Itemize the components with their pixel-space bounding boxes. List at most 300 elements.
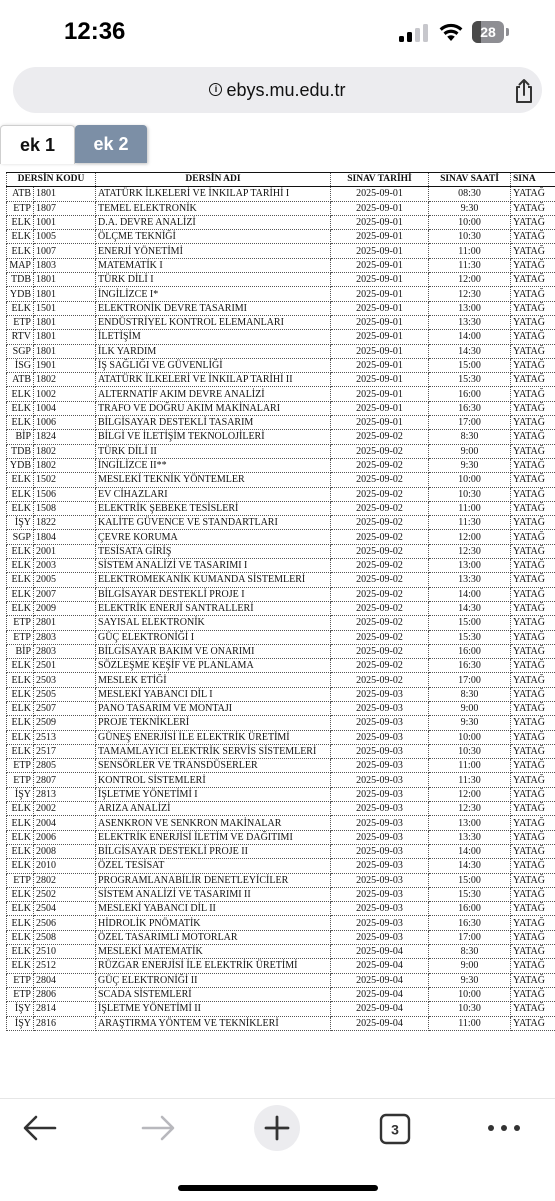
course-number-cell[interactable]: 2506 <box>34 916 96 930</box>
course-prefix-cell[interactable]: ELK <box>7 887 34 901</box>
course-number-cell[interactable]: 2803 <box>34 630 96 644</box>
exam-date-cell[interactable]: 2025-09-03 <box>331 759 429 773</box>
exam-date-cell[interactable]: 2025-09-01 <box>331 401 429 415</box>
exam-place-cell[interactable]: YATAĞ <box>511 701 555 715</box>
exam-date-cell[interactable]: 2025-09-02 <box>331 487 429 501</box>
exam-time-cell[interactable]: 11:00 <box>429 501 511 515</box>
course-prefix-cell[interactable]: ATB <box>7 373 34 387</box>
course-prefix-cell[interactable]: ELK <box>7 744 34 758</box>
exam-time-cell[interactable]: 13:00 <box>429 816 511 830</box>
exam-time-cell[interactable]: 17:00 <box>429 416 511 430</box>
course-number-cell[interactable]: 1901 <box>34 358 96 372</box>
exam-time-cell[interactable]: 13:00 <box>429 559 511 573</box>
exam-place-cell[interactable]: YATAĞ <box>511 530 555 544</box>
course-name-cell[interactable]: ÖLÇME TEKNİĞİ <box>96 230 331 244</box>
exam-date-cell[interactable]: 2025-09-03 <box>331 773 429 787</box>
course-name-cell[interactable]: BİLGİSAYAR DESTEKLİ PROJE I <box>96 587 331 601</box>
exam-time-cell[interactable]: 11:00 <box>429 759 511 773</box>
exam-place-cell[interactable]: YATAĞ <box>511 501 555 515</box>
course-number-cell[interactable]: 2801 <box>34 616 96 630</box>
exam-time-cell[interactable]: 8:30 <box>429 430 511 444</box>
exam-time-cell[interactable]: 10:30 <box>429 1002 511 1016</box>
course-prefix-cell[interactable]: RTV <box>7 330 34 344</box>
course-name-cell[interactable]: SCADA SİSTEMLERİ <box>96 987 331 1001</box>
course-prefix-cell[interactable]: ELK <box>7 230 34 244</box>
exam-date-cell[interactable]: 2025-09-02 <box>331 630 429 644</box>
course-name-cell[interactable]: ELEKTRİK ŞEBEKE TESİSLERİ <box>96 501 331 515</box>
exam-time-cell[interactable]: 9:30 <box>429 201 511 215</box>
exam-date-cell[interactable]: 2025-09-02 <box>331 501 429 515</box>
exam-place-cell[interactable]: YATAĞ <box>511 616 555 630</box>
course-name-cell[interactable]: SİSTEM ANALİZİ VE TASARIMI II <box>96 887 331 901</box>
course-name-cell[interactable]: BİLGİSAYAR DESTEKLİ TASARIM <box>96 416 331 430</box>
exam-place-cell[interactable]: YATAĞ <box>511 930 555 944</box>
exam-date-cell[interactable]: 2025-09-03 <box>331 701 429 715</box>
exam-time-cell[interactable]: 10:00 <box>429 987 511 1001</box>
course-prefix-cell[interactable]: ELK <box>7 716 34 730</box>
exam-place-cell[interactable]: YATAĞ <box>511 902 555 916</box>
exam-time-cell[interactable]: 10:30 <box>429 230 511 244</box>
course-prefix-cell[interactable]: ELK <box>7 802 34 816</box>
exam-date-cell[interactable]: 2025-09-01 <box>331 244 429 258</box>
exam-time-cell[interactable]: 17:00 <box>429 930 511 944</box>
exam-date-cell[interactable]: 2025-09-01 <box>331 387 429 401</box>
course-number-cell[interactable]: 1801 <box>34 344 96 358</box>
course-name-cell[interactable]: ÇEVRE KORUMA <box>96 530 331 544</box>
course-prefix-cell[interactable]: MAP <box>7 258 34 272</box>
exam-date-cell[interactable]: 2025-09-02 <box>331 644 429 658</box>
course-number-cell[interactable]: 1006 <box>34 416 96 430</box>
exam-place-cell[interactable]: YATAĞ <box>511 659 555 673</box>
exam-place-cell[interactable]: YATAĞ <box>511 802 555 816</box>
course-number-cell[interactable]: 2509 <box>34 716 96 730</box>
exam-date-cell[interactable]: 2025-09-03 <box>331 916 429 930</box>
course-number-cell[interactable]: 2005 <box>34 573 96 587</box>
exam-date-cell[interactable]: 2025-09-04 <box>331 945 429 959</box>
course-name-cell[interactable]: RÜZGAR ENERJİSİ İLE ELEKTRİK ÜRETİMİ <box>96 959 331 973</box>
course-prefix-cell[interactable]: ELK <box>7 959 34 973</box>
course-prefix-cell[interactable]: ETP <box>7 201 34 215</box>
forward-arrow-icon[interactable] <box>140 1113 176 1143</box>
course-number-cell[interactable]: 2504 <box>34 902 96 916</box>
address-bar[interactable] <box>13 67 542 113</box>
course-name-cell[interactable]: MESLEKİ YABANCI DİL II <box>96 902 331 916</box>
exam-place-cell[interactable]: YATAĞ <box>511 401 555 415</box>
course-name-cell[interactable]: ATATÜRK İLKELERİ VE İNKILAP TARİHİ I <box>96 187 331 201</box>
exam-place-cell[interactable]: YATAĞ <box>511 744 555 758</box>
course-prefix-cell[interactable]: İŞY <box>7 1002 34 1016</box>
course-name-cell[interactable]: D.A. DEVRE ANALİZİ <box>96 215 331 229</box>
course-prefix-cell[interactable]: ELK <box>7 830 34 844</box>
exam-place-cell[interactable]: YATAĞ <box>511 716 555 730</box>
course-number-cell[interactable]: 2502 <box>34 887 96 901</box>
url-text[interactable]: ebys.mu.edu.tr <box>226 80 345 100</box>
course-number-cell[interactable]: 1802 <box>34 373 96 387</box>
course-name-cell[interactable]: GÜÇ ELEKTRONİĞİ I <box>96 630 331 644</box>
exam-time-cell[interactable]: 15:00 <box>429 616 511 630</box>
course-prefix-cell[interactable]: ELK <box>7 244 34 258</box>
course-prefix-cell[interactable]: ETP <box>7 616 34 630</box>
share-icon[interactable] <box>511 78 537 104</box>
exam-place-cell[interactable]: YATAĞ <box>511 444 555 458</box>
course-prefix-cell[interactable]: ETP <box>7 987 34 1001</box>
course-number-cell[interactable]: 2505 <box>34 687 96 701</box>
course-prefix-cell[interactable]: ELK <box>7 387 34 401</box>
course-number-cell[interactable]: 2513 <box>34 730 96 744</box>
course-prefix-cell[interactable]: ETP <box>7 315 34 329</box>
exam-date-cell[interactable]: 2025-09-02 <box>331 544 429 558</box>
exam-time-cell[interactable]: 11:30 <box>429 258 511 272</box>
course-name-cell[interactable]: SİSTEM ANALİZİ VE TASARIMI I <box>96 559 331 573</box>
exam-time-cell[interactable]: 9:30 <box>429 716 511 730</box>
exam-time-cell[interactable]: 14:30 <box>429 344 511 358</box>
exam-place-cell[interactable]: YATAĞ <box>511 945 555 959</box>
course-prefix-cell[interactable]: ETP <box>7 873 34 887</box>
course-prefix-cell[interactable]: İSG <box>7 358 34 372</box>
course-number-cell[interactable]: 2816 <box>34 1016 96 1030</box>
course-name-cell[interactable]: BİLGİSAYAR BAKIM VE ONARIMI <box>96 644 331 658</box>
exam-time-cell[interactable]: 14:00 <box>429 844 511 858</box>
course-number-cell[interactable]: 2002 <box>34 802 96 816</box>
new-tab-button[interactable] <box>254 1105 300 1151</box>
course-name-cell[interactable]: İŞ SAĞLIĞI VE GÜVENLİĞİ <box>96 358 331 372</box>
course-number-cell[interactable]: 1824 <box>34 430 96 444</box>
course-prefix-cell[interactable]: İŞY <box>7 787 34 801</box>
exam-date-cell[interactable]: 2025-09-03 <box>331 873 429 887</box>
course-number-cell[interactable]: 2802 <box>34 873 96 887</box>
exam-time-cell[interactable]: 12:30 <box>429 802 511 816</box>
exam-place-cell[interactable]: YATAĞ <box>511 187 555 201</box>
exam-place-cell[interactable]: YATAĞ <box>511 330 555 344</box>
exam-time-cell[interactable]: 17:00 <box>429 673 511 687</box>
exam-place-cell[interactable]: YATAĞ <box>511 315 555 329</box>
exam-time-cell[interactable]: 11:30 <box>429 516 511 530</box>
exam-date-cell[interactable]: 2025-09-02 <box>331 473 429 487</box>
exam-date-cell[interactable]: 2025-09-02 <box>331 516 429 530</box>
course-number-cell[interactable]: 2001 <box>34 544 96 558</box>
course-name-cell[interactable]: İŞLETME YÖNETİMİ I <box>96 787 331 801</box>
course-prefix-cell[interactable]: BİP <box>7 430 34 444</box>
course-number-cell[interactable]: 1803 <box>34 258 96 272</box>
exam-date-cell[interactable]: 2025-09-03 <box>331 816 429 830</box>
exam-time-cell[interactable]: 10:00 <box>429 473 511 487</box>
course-number-cell[interactable]: 2004 <box>34 816 96 830</box>
course-prefix-cell[interactable]: ELK <box>7 659 34 673</box>
exam-place-cell[interactable]: YATAĞ <box>511 344 555 358</box>
course-name-cell[interactable]: MESLEKİ YABANCI DİL I <box>96 687 331 701</box>
course-name-cell[interactable]: HİDROLİK PNÖMATİK <box>96 916 331 930</box>
course-name-cell[interactable]: ÖZEL TESİSAT <box>96 859 331 873</box>
course-number-cell[interactable]: 2807 <box>34 773 96 787</box>
course-prefix-cell[interactable]: ELK <box>7 573 34 587</box>
course-prefix-cell[interactable]: ELK <box>7 544 34 558</box>
course-prefix-cell[interactable]: ELK <box>7 816 34 830</box>
course-number-cell[interactable]: 1506 <box>34 487 96 501</box>
course-prefix-cell[interactable]: YDB <box>7 287 34 301</box>
course-number-cell[interactable]: 2501 <box>34 659 96 673</box>
exam-time-cell[interactable]: 13:00 <box>429 301 511 315</box>
course-prefix-cell[interactable]: ELK <box>7 687 34 701</box>
course-prefix-cell[interactable]: ELK <box>7 401 34 415</box>
course-number-cell[interactable]: 2510 <box>34 945 96 959</box>
exam-place-cell[interactable]: YATAĞ <box>511 587 555 601</box>
back-arrow-icon[interactable] <box>22 1113 58 1143</box>
exam-date-cell[interactable]: 2025-09-02 <box>331 530 429 544</box>
course-prefix-cell[interactable]: ELK <box>7 487 34 501</box>
course-name-cell[interactable]: SENSÖRLER VE TRANSDÜSERLER <box>96 759 331 773</box>
exam-place-cell[interactable]: YATAĞ <box>511 258 555 272</box>
exam-place-cell[interactable]: YATAĞ <box>511 844 555 858</box>
course-number-cell[interactable]: 2508 <box>34 930 96 944</box>
exam-place-cell[interactable]: YATAĞ <box>511 987 555 1001</box>
course-name-cell[interactable]: MESLEK ETİĞİ <box>96 673 331 687</box>
exam-date-cell[interactable]: 2025-09-01 <box>331 330 429 344</box>
course-number-cell[interactable]: 1001 <box>34 215 96 229</box>
course-prefix-cell[interactable]: ETP <box>7 973 34 987</box>
exam-place-cell[interactable]: YATAĞ <box>511 916 555 930</box>
exam-date-cell[interactable]: 2025-09-01 <box>331 230 429 244</box>
exam-place-cell[interactable]: YATAĞ <box>511 358 555 372</box>
exam-place-cell[interactable]: YATAĞ <box>511 458 555 472</box>
exam-date-cell[interactable]: 2025-09-03 <box>331 887 429 901</box>
course-name-cell[interactable]: ENDÜSTRİYEL KONTROL ELEMANLARI <box>96 315 331 329</box>
exam-date-cell[interactable]: 2025-09-01 <box>331 187 429 201</box>
exam-place-cell[interactable]: YATAĞ <box>511 416 555 430</box>
exam-place-cell[interactable]: YATAĞ <box>511 201 555 215</box>
course-name-cell[interactable]: MESLEKİ MATEMATİK <box>96 945 331 959</box>
course-number-cell[interactable]: 2507 <box>34 701 96 715</box>
exam-place-cell[interactable]: YATAĞ <box>511 373 555 387</box>
course-number-cell[interactable]: 2503 <box>34 673 96 687</box>
exam-time-cell[interactable]: 14:00 <box>429 330 511 344</box>
exam-time-cell[interactable]: 11:00 <box>429 1016 511 1030</box>
course-name-cell[interactable]: İLK YARDIM <box>96 344 331 358</box>
course-number-cell[interactable]: 2814 <box>34 1002 96 1016</box>
course-name-cell[interactable]: BİLGİSAYAR DESTEKLİ PROJE II <box>96 844 331 858</box>
exam-time-cell[interactable]: 9:30 <box>429 973 511 987</box>
exam-time-cell[interactable]: 14:30 <box>429 859 511 873</box>
exam-place-cell[interactable]: YATAĞ <box>511 759 555 773</box>
course-number-cell[interactable]: 2804 <box>34 973 96 987</box>
course-prefix-cell[interactable]: ELK <box>7 215 34 229</box>
exam-date-cell[interactable]: 2025-09-01 <box>331 315 429 329</box>
course-name-cell[interactable]: ARAŞTIRMA YÖNTEM VE TEKNİKLERİ <box>96 1016 331 1030</box>
exam-time-cell[interactable]: 16:00 <box>429 902 511 916</box>
exam-place-cell[interactable]: YATAĞ <box>511 687 555 701</box>
exam-date-cell[interactable]: 2025-09-04 <box>331 1002 429 1016</box>
course-prefix-cell[interactable]: TDB <box>7 273 34 287</box>
exam-time-cell[interactable]: 15:00 <box>429 873 511 887</box>
exam-time-cell[interactable]: 12:00 <box>429 273 511 287</box>
course-prefix-cell[interactable]: ELK <box>7 601 34 615</box>
course-number-cell[interactable]: 2010 <box>34 859 96 873</box>
course-name-cell[interactable]: ALTERNATİF AKIM DEVRE ANALİZİ <box>96 387 331 401</box>
exam-place-cell[interactable]: YATAĞ <box>511 573 555 587</box>
exam-date-cell[interactable]: 2025-09-03 <box>331 787 429 801</box>
sheet-tab-ek-1[interactable]: ek 1 <box>0 125 75 164</box>
exam-place-cell[interactable]: YATAĞ <box>511 773 555 787</box>
exam-time-cell[interactable]: 16:30 <box>429 916 511 930</box>
course-number-cell[interactable]: 2517 <box>34 744 96 758</box>
exam-place-cell[interactable]: YATAĞ <box>511 787 555 801</box>
course-prefix-cell[interactable]: ELK <box>7 730 34 744</box>
course-name-cell[interactable]: ATATÜRK İLKELERİ VE İNKILAP TARİHİ II <box>96 373 331 387</box>
exam-time-cell[interactable]: 16:30 <box>429 659 511 673</box>
course-prefix-cell[interactable]: ELK <box>7 301 34 315</box>
exam-date-cell[interactable]: 2025-09-03 <box>331 930 429 944</box>
exam-date-cell[interactable]: 2025-09-02 <box>331 444 429 458</box>
course-prefix-cell[interactable]: SGP <box>7 530 34 544</box>
spreadsheet-view[interactable] <box>0 172 555 1036</box>
course-prefix-cell[interactable]: ELK <box>7 416 34 430</box>
exam-place-cell[interactable]: YATAĞ <box>511 487 555 501</box>
course-name-cell[interactable]: TEMEL ELEKTRONİK <box>96 201 331 215</box>
exam-date-cell[interactable]: 2025-09-01 <box>331 358 429 372</box>
exam-time-cell[interactable]: 11:00 <box>429 244 511 258</box>
exam-place-cell[interactable]: YATAĞ <box>511 473 555 487</box>
course-name-cell[interactable]: TRAFO VE DOĞRU AKIM MAKİNALARI <box>96 401 331 415</box>
exam-place-cell[interactable]: YATAĞ <box>511 215 555 229</box>
sheet-tab-ek-2[interactable]: ek 2 <box>75 125 147 163</box>
exam-time-cell[interactable]: 16:00 <box>429 387 511 401</box>
course-number-cell[interactable]: 1801 <box>34 287 96 301</box>
exam-date-cell[interactable]: 2025-09-01 <box>331 301 429 315</box>
exam-place-cell[interactable]: YATAĞ <box>511 644 555 658</box>
exam-place-cell[interactable]: YATAĞ <box>511 516 555 530</box>
course-prefix-cell[interactable]: SGP <box>7 344 34 358</box>
course-number-cell[interactable]: 1801 <box>34 330 96 344</box>
course-prefix-cell[interactable]: ETP <box>7 773 34 787</box>
exam-time-cell[interactable]: 12:00 <box>429 530 511 544</box>
exam-date-cell[interactable]: 2025-09-01 <box>331 273 429 287</box>
exam-time-cell[interactable]: 16:00 <box>429 644 511 658</box>
course-name-cell[interactable]: PANO TASARIM VE MONTAJI <box>96 701 331 715</box>
course-name-cell[interactable]: GÜNEŞ ENERJİSİ İLE ELEKTRİK ÜRETİMİ <box>96 730 331 744</box>
course-prefix-cell[interactable]: ELK <box>7 930 34 944</box>
course-prefix-cell[interactable]: TDB <box>7 444 34 458</box>
exam-time-cell[interactable]: 9:00 <box>429 701 511 715</box>
exam-date-cell[interactable]: 2025-09-03 <box>331 687 429 701</box>
exam-date-cell[interactable]: 2025-09-01 <box>331 287 429 301</box>
course-prefix-cell[interactable]: ELK <box>7 945 34 959</box>
exam-place-cell[interactable]: YATAĞ <box>511 601 555 615</box>
exam-date-cell[interactable]: 2025-09-01 <box>331 344 429 358</box>
more-options-icon[interactable] <box>486 1121 522 1135</box>
exam-time-cell[interactable]: 12:30 <box>429 287 511 301</box>
course-name-cell[interactable]: ELEKTRİK ENERJİSİ İLETİM VE DAĞITIMI <box>96 830 331 844</box>
course-name-cell[interactable]: İŞLETME YÖNETİMİ II <box>96 1002 331 1016</box>
course-prefix-cell[interactable]: ELK <box>7 859 34 873</box>
exam-date-cell[interactable]: 2025-09-03 <box>331 859 429 873</box>
exam-date-cell[interactable]: 2025-09-04 <box>331 973 429 987</box>
course-name-cell[interactable]: GÜÇ ELEKTRONİĞİ II <box>96 973 331 987</box>
course-prefix-cell[interactable]: BİP <box>7 644 34 658</box>
course-name-cell[interactable]: ÖZEL TASARIMLI MOTORLAR <box>96 930 331 944</box>
course-number-cell[interactable]: 1804 <box>34 530 96 544</box>
tabs-overview-icon[interactable] <box>379 1113 411 1145</box>
exam-place-cell[interactable]: YATAĞ <box>511 973 555 987</box>
course-name-cell[interactable]: TAMAMLAYICI ELEKTRİK SERVİS SİSTEMLERİ <box>96 744 331 758</box>
course-prefix-cell[interactable]: ELK <box>7 844 34 858</box>
course-number-cell[interactable]: 1005 <box>34 230 96 244</box>
exam-time-cell[interactable]: 8:30 <box>429 945 511 959</box>
exam-date-cell[interactable]: 2025-09-03 <box>331 730 429 744</box>
exam-place-cell[interactable]: YATAĞ <box>511 630 555 644</box>
exam-place-cell[interactable]: YATAĞ <box>511 1002 555 1016</box>
exam-time-cell[interactable]: 12:30 <box>429 544 511 558</box>
course-number-cell[interactable]: 2003 <box>34 559 96 573</box>
course-prefix-cell[interactable]: YDB <box>7 458 34 472</box>
exam-time-cell[interactable]: 16:30 <box>429 401 511 415</box>
exam-time-cell[interactable]: 10:00 <box>429 215 511 229</box>
course-number-cell[interactable]: 2806 <box>34 987 96 1001</box>
exam-place-cell[interactable]: YATAĞ <box>511 230 555 244</box>
course-prefix-cell[interactable]: ETP <box>7 630 34 644</box>
course-number-cell[interactable]: 2009 <box>34 601 96 615</box>
course-number-cell[interactable]: 1007 <box>34 244 96 258</box>
course-number-cell[interactable]: 1801 <box>34 315 96 329</box>
exam-date-cell[interactable]: 2025-09-01 <box>331 258 429 272</box>
exam-place-cell[interactable]: YATAĞ <box>511 387 555 401</box>
course-name-cell[interactable]: TESİSATA GİRİŞ <box>96 544 331 558</box>
exam-place-cell[interactable]: YATAĞ <box>511 1016 555 1030</box>
exam-place-cell[interactable]: YATAĞ <box>511 673 555 687</box>
exam-time-cell[interactable]: 10:30 <box>429 487 511 501</box>
exam-time-cell[interactable]: 9:00 <box>429 444 511 458</box>
exam-date-cell[interactable]: 2025-09-02 <box>331 673 429 687</box>
course-number-cell[interactable]: 1502 <box>34 473 96 487</box>
course-number-cell[interactable]: 2006 <box>34 830 96 844</box>
exam-time-cell[interactable]: 15:30 <box>429 373 511 387</box>
course-name-cell[interactable]: İLETİŞİM <box>96 330 331 344</box>
exam-date-cell[interactable]: 2025-09-04 <box>331 959 429 973</box>
course-prefix-cell[interactable]: İŞY <box>7 1016 34 1030</box>
exam-time-cell[interactable]: 8:30 <box>429 687 511 701</box>
exam-time-cell[interactable]: 13:30 <box>429 830 511 844</box>
exam-date-cell[interactable]: 2025-09-02 <box>331 587 429 601</box>
exam-place-cell[interactable]: YATAĞ <box>511 273 555 287</box>
course-number-cell[interactable]: 1002 <box>34 387 96 401</box>
exam-place-cell[interactable]: YATAĞ <box>511 430 555 444</box>
exam-place-cell[interactable]: YATAĞ <box>511 887 555 901</box>
course-name-cell[interactable]: EV CİHAZLARI <box>96 487 331 501</box>
course-name-cell[interactable]: SÖZLEŞME KEŞİF VE PLANLAMA <box>96 659 331 673</box>
exam-time-cell[interactable]: 9:30 <box>429 458 511 472</box>
exam-time-cell[interactable]: 10:30 <box>429 744 511 758</box>
course-name-cell[interactable]: İNGİLİZCE II** <box>96 458 331 472</box>
course-number-cell[interactable]: 1807 <box>34 201 96 215</box>
exam-date-cell[interactable]: 2025-09-02 <box>331 559 429 573</box>
exam-time-cell[interactable]: 14:30 <box>429 601 511 615</box>
course-number-cell[interactable]: 1802 <box>34 458 96 472</box>
course-name-cell[interactable]: İNGİLİZCE I* <box>96 287 331 301</box>
exam-date-cell[interactable]: 2025-09-01 <box>331 215 429 229</box>
exam-time-cell[interactable]: 12:00 <box>429 787 511 801</box>
exam-time-cell[interactable]: 15:30 <box>429 887 511 901</box>
exam-date-cell[interactable]: 2025-09-03 <box>331 802 429 816</box>
course-prefix-cell[interactable]: ELK <box>7 473 34 487</box>
exam-place-cell[interactable]: YATAĞ <box>511 301 555 315</box>
course-prefix-cell[interactable]: ELK <box>7 673 34 687</box>
exam-place-cell[interactable]: YATAĞ <box>511 816 555 830</box>
course-number-cell[interactable]: 1822 <box>34 516 96 530</box>
course-prefix-cell[interactable]: İŞY <box>7 516 34 530</box>
course-number-cell[interactable]: 2813 <box>34 787 96 801</box>
exam-date-cell[interactable]: 2025-09-03 <box>331 716 429 730</box>
exam-date-cell[interactable]: 2025-09-02 <box>331 430 429 444</box>
exam-date-cell[interactable]: 2025-09-03 <box>331 844 429 858</box>
exam-date-cell[interactable]: 2025-09-01 <box>331 201 429 215</box>
